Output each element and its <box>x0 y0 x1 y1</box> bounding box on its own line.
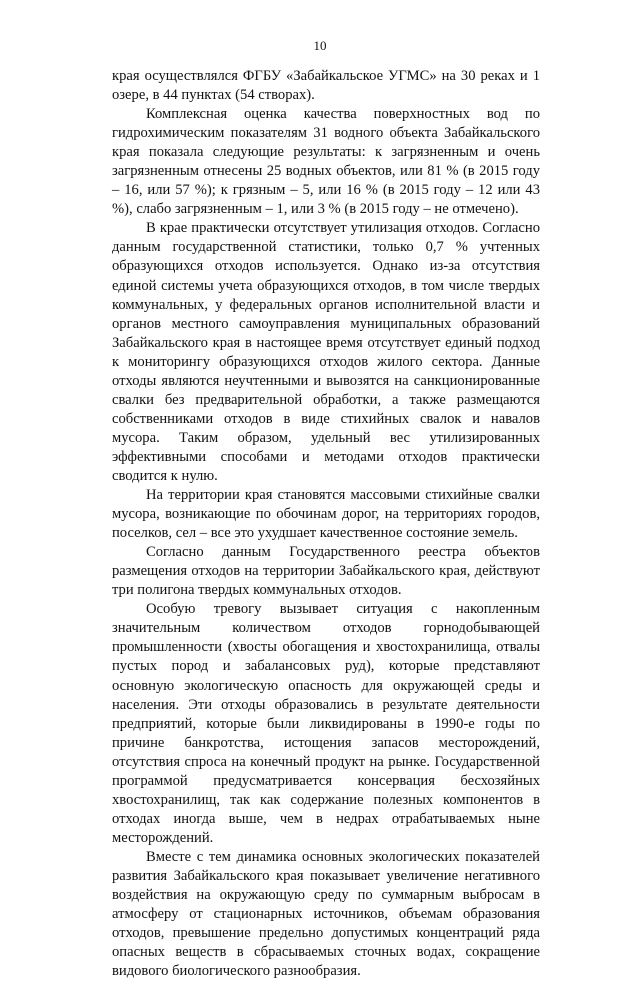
paragraph-monitoring-continuation: края осуществлялся ФГБУ «Забайкальское УГМС» на 30 реках и 1 озере, в 44 пунктах (54 створах). <box>112 68 540 104</box>
paragraph-waste-registry: Согласно данным Государственного реестра объектов размещения отходов на территории Забайкальского края, действуют три полигона твердых коммунальных отходов. <box>112 544 540 599</box>
page-number: 10 <box>313 38 327 53</box>
paragraph-waste-utilization: В крае практически отсутствует утилизация отходов. Согласно данным государственной статистики, только 0,7 % учтенных образующихся отходов используется. Однако из-за отсутствия единой системы учета образующихся отходов, в том числе твердых коммунальных, у федеральных органов исполнительной власти и органов местного самоуправления муниципальных образований Забайкальского края в настоящее время отсутствует единый подход к мониторингу образующихся отходов жилого сектора. Данные отходы являются неучтенными и вывозятся на санкционированные свалки без предварительной обработки, а также размещаются собственниками отходов в виде стихийных свалок и навалов мусора. Таким образом, удельный вес утилизированных эффективными способами и методами отходов практически сводится к нулю. <box>112 220 540 484</box>
paragraph-water-quality: Комплексная оценка качества поверхностных вод по гидрохимическим показателям 31 водного объекта Забайкальского края показала следующие результаты: к загрязненным и очень загрязненным отнесены 25 водных объектов, или 81 % (в 2015 году – 16, или 57 %); к грязным – 5, или 16 % (в 2015 году – 12 или 43 %), слабо загрязненным – 1, или 3 % (в 2015 году – не отмечено). <box>112 106 540 218</box>
document-body <box>112 67 540 981</box>
paragraph-mining-waste: Особую тревогу вызывает ситуация с накопленным значительным количеством отходов горнодобывающей промышленности (хвосты обогащения и хвостохранилища, отвалы пустых пород и забалансовых руд), которые представляют основную экологическую опасность для окружающей среды и населения. Эти отходы образовались в результате деятельности предприятий, которые были ликвидированы в 1990-е годы по причине банкротства, истощения запасов месторождений, отсутствия спроса на конечный продукт на рынке. Государственной программой предусматривается консервация бесхозяйных хвостохранилищ, так как содержание полезных компонентов в отходах иногда выше, чем в недрах отрабатываемых ныне месторождений. <box>112 601 540 846</box>
paragraph-illegal-dumps: На территории края становятся массовыми стихийные свалки мусора, возникающие по обочинам дорог, на территориях городов, поселков, сел – все это ухудшает качественное состояние земель. <box>112 487 540 542</box>
paragraph-environmental-dynamics: Вместе с тем динамика основных экологических показателей развития Забайкальского края показывает увеличение негативного воздействия на окружающую среду по суммарным выбросам в атмосферу от стационарных источников, объемам образования отходов, превышение предельно допустимых концентраций ряда опасных веществ в сбрасываемых сточных водах, сокращение видового биологического разнообразия. <box>112 848 540 980</box>
